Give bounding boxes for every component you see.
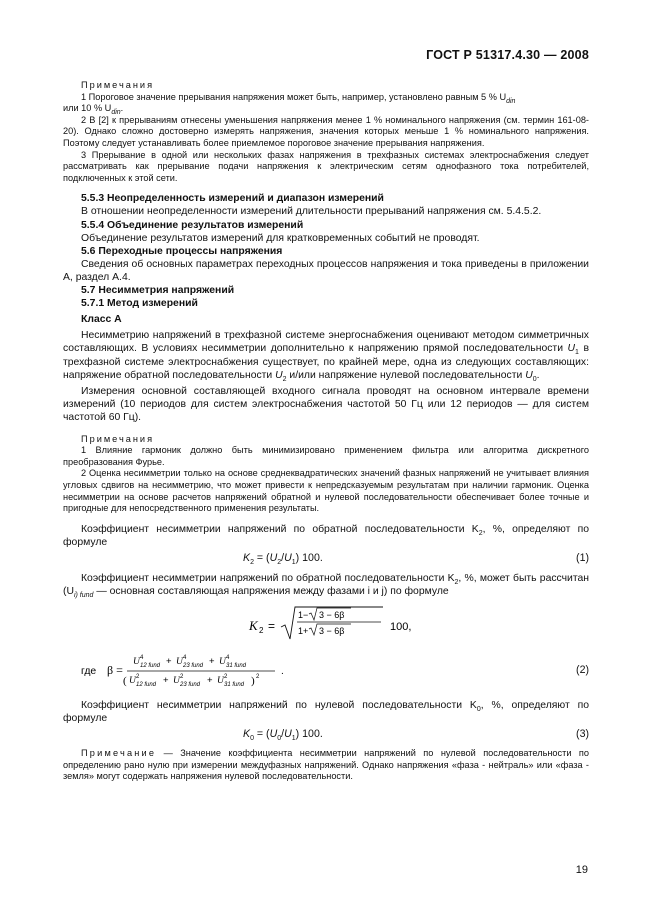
section-5-7-1-para-1: Несимметрию напряжений в трехфазной системе энергоснабжения оценивают методом симметричных составляющих. В условиях несимметрии дополнительно к напряжению прямой последовательности $U_1$ в трехфазной системе электроснабжения существует, по крайней мере, одна из следующих составляющих: напряжение обратной последовательности $U_2$ и/или напряжение нулевой последовательности $U_0$. <box>63 330 589 383</box>
radical-formula-svg <box>63 603 589 647</box>
svg-text:31 fund: 31 fund <box>224 681 245 688</box>
svg-text:U: U <box>176 656 183 667</box>
standard-code: ГОСТ Р 51317.4.30 — 2008 <box>426 48 589 62</box>
svg-text:+: + <box>207 674 213 686</box>
note-heading: Примечания <box>81 80 155 90</box>
formula-3-expression: $K_0 = (U_0/U_1)$ 100. <box>243 727 323 743</box>
svg-text:4: 4 <box>183 654 187 661</box>
svg-text:U: U <box>129 675 136 686</box>
section-5-6-text: Сведения об основных параметрах переходных процессов напряжения и тока приведены в приложении А, раздел А.4. <box>63 258 589 283</box>
note-item-2: 2 В [2] к прерываниям отнесены уменьшения напряжения менее 1 % номинального напряжения (см. термин 161-08-20). Однако сложно достоверно измерять напряжения, значения которых меньше 1 % номинального напряжения. Поэтому следует устанавливать более приемлемое пороговое значение прерывания напряжения. <box>63 114 589 148</box>
formula-radical <box>63 603 589 647</box>
svg-text:+: + <box>163 674 169 686</box>
formula-1 <box>63 552 589 568</box>
formula-1-number: (1) <box>576 552 589 565</box>
note-3-text: Примечание — Значение коэффициента несимметрии напряжений по нулевой последовательности по определению рано нулю при измерении междуфазных напряжений. Однако напряжения «фаза - нейтраль» или «фаза - земля» могут содержать напряжения нулевой последовательности. <box>63 747 589 782</box>
note-item-3: 3 Прерывание в одной или нескольких фазах напряжения в трехфазных системах электроснабжения следует рассматривать как прерывание подачи напряжения к электрическим сетям однофазного тока потребителей, подключенных к этой сети. <box>63 149 589 183</box>
where-label: где <box>81 665 97 677</box>
note-item-1: 1 Пороговое значение прерывания напряжения может быть, например, установлено равным 5 % $U_{din}$ <box>81 91 516 105</box>
note-block-1 <box>63 80 589 184</box>
svg-text:1+: 1+ <box>298 625 309 636</box>
svg-text:2: 2 <box>136 673 140 680</box>
svg-text:): ) <box>251 674 255 687</box>
section-5-5-3-text: В отношении неопределенности измерений длительности прерываний напряжения см. 5.4.5.2. <box>81 206 542 218</box>
svg-text:3 − 6β: 3 − 6β <box>319 609 345 620</box>
svg-text:100,: 100, <box>390 620 412 633</box>
svg-text:31 fund: 31 fund <box>226 662 247 669</box>
k0-definition: Коэффициент несимметрии напряжений по нулевой последовательности $K_0$, %, определяют по формуле <box>63 699 589 724</box>
svg-text:12 fund: 12 fund <box>136 681 157 688</box>
formula-3 <box>63 728 589 744</box>
svg-text:2: 2 <box>259 625 264 635</box>
svg-text:2: 2 <box>180 673 184 680</box>
formula-2 <box>63 651 589 691</box>
svg-text:.: . <box>281 665 284 677</box>
formula-3-number: (3) <box>576 727 589 740</box>
formula-2-number: (2) <box>576 663 589 676</box>
beta-formula-svg <box>63 651 589 691</box>
svg-text:U: U <box>217 675 224 686</box>
svg-text:(: ( <box>123 674 127 687</box>
svg-text:2: 2 <box>224 673 228 680</box>
section-5-6-title: 5.6 Переходные процессы напряжения <box>81 245 283 257</box>
svg-text:K: K <box>249 617 258 633</box>
section-5-7-1-title: 5.7.1 Метод измерений <box>81 298 198 310</box>
section-5-7-1-para-2: Измерения основной составляющей входного сигнала проводят на основном интервале времени измерений (10 периодов для систем электроснабжения частотой 50 Гц или 12 периодов — для систем частотой 60 Гц). <box>63 385 589 424</box>
k2-alt-definition: Коэффициент несимметрии напряжений по обратной последовательности $K_2$, %, может быть рассчитан ($U_{i) fund}$ — основная составляющая напряжения между фазами i и j) по формуле <box>63 573 590 600</box>
svg-text:+: + <box>166 655 172 667</box>
note-block-2 <box>63 434 589 515</box>
note-item-2: 2 Оценка несимметрии только на основе среднеквадратических значений фазных напряжений не учитывает влияния угловых сдвигов на несимметрию, что может привести к непредсказуемым результатам при наличии гармоник. Оценка несимметрии на основе расчетов напряжений обратной и нулевой последовательности обеспечивает более точные и пригодные для непосредственного применения результаты. <box>63 468 589 514</box>
svg-text:3 − 6β: 3 − 6β <box>319 625 345 636</box>
svg-text:β =: β = <box>107 662 123 677</box>
svg-text:23 fund: 23 fund <box>180 681 201 688</box>
page-content <box>63 80 589 783</box>
k2-definition: Коэффициент несимметрии напряжений по обратной последовательности $K_2$, %, определяют по формуле <box>63 523 590 548</box>
section-5-7-title: 5.7 Несимметрия напряжений <box>81 285 235 297</box>
note-block-3 <box>63 748 589 783</box>
svg-text:4: 4 <box>226 654 230 661</box>
page-number: 19 <box>575 864 588 876</box>
svg-text:12 fund: 12 fund <box>140 662 161 669</box>
svg-text:2: 2 <box>256 673 260 680</box>
svg-text:1−: 1− <box>298 609 309 620</box>
note-item-1: 1 Влияние гармоник должно быть минимизировано применением фильтра или алгоритма дискретного преобразования Фурье. <box>63 445 589 467</box>
note-item-1-cont: или 10 % $U_{din}$. <box>63 103 124 117</box>
svg-text:=: = <box>268 618 276 633</box>
note-heading: Примечание <box>81 747 157 758</box>
note-heading: Примечания <box>81 433 155 444</box>
svg-text:U: U <box>219 656 226 667</box>
svg-text:+: + <box>209 655 215 667</box>
svg-text:23 fund: 23 fund <box>183 662 204 669</box>
section-5-5-3-title: 5.5.3 Неопределенность измерений и диапазон измерений <box>81 193 384 205</box>
formula-1-expression: $K_2 = (U_2/U_1)$ 100. <box>243 552 323 567</box>
svg-text:4: 4 <box>140 654 144 661</box>
svg-text:U: U <box>133 656 140 667</box>
class-a-title: Класс А <box>81 314 122 326</box>
svg-text:U: U <box>173 675 180 686</box>
section-5-5-4-text: Объединение результатов измерений для кратковременных событий не проводят. <box>81 232 480 244</box>
section-5-5-4-title: 5.5.4 Объединение результатов измерений <box>81 219 304 231</box>
